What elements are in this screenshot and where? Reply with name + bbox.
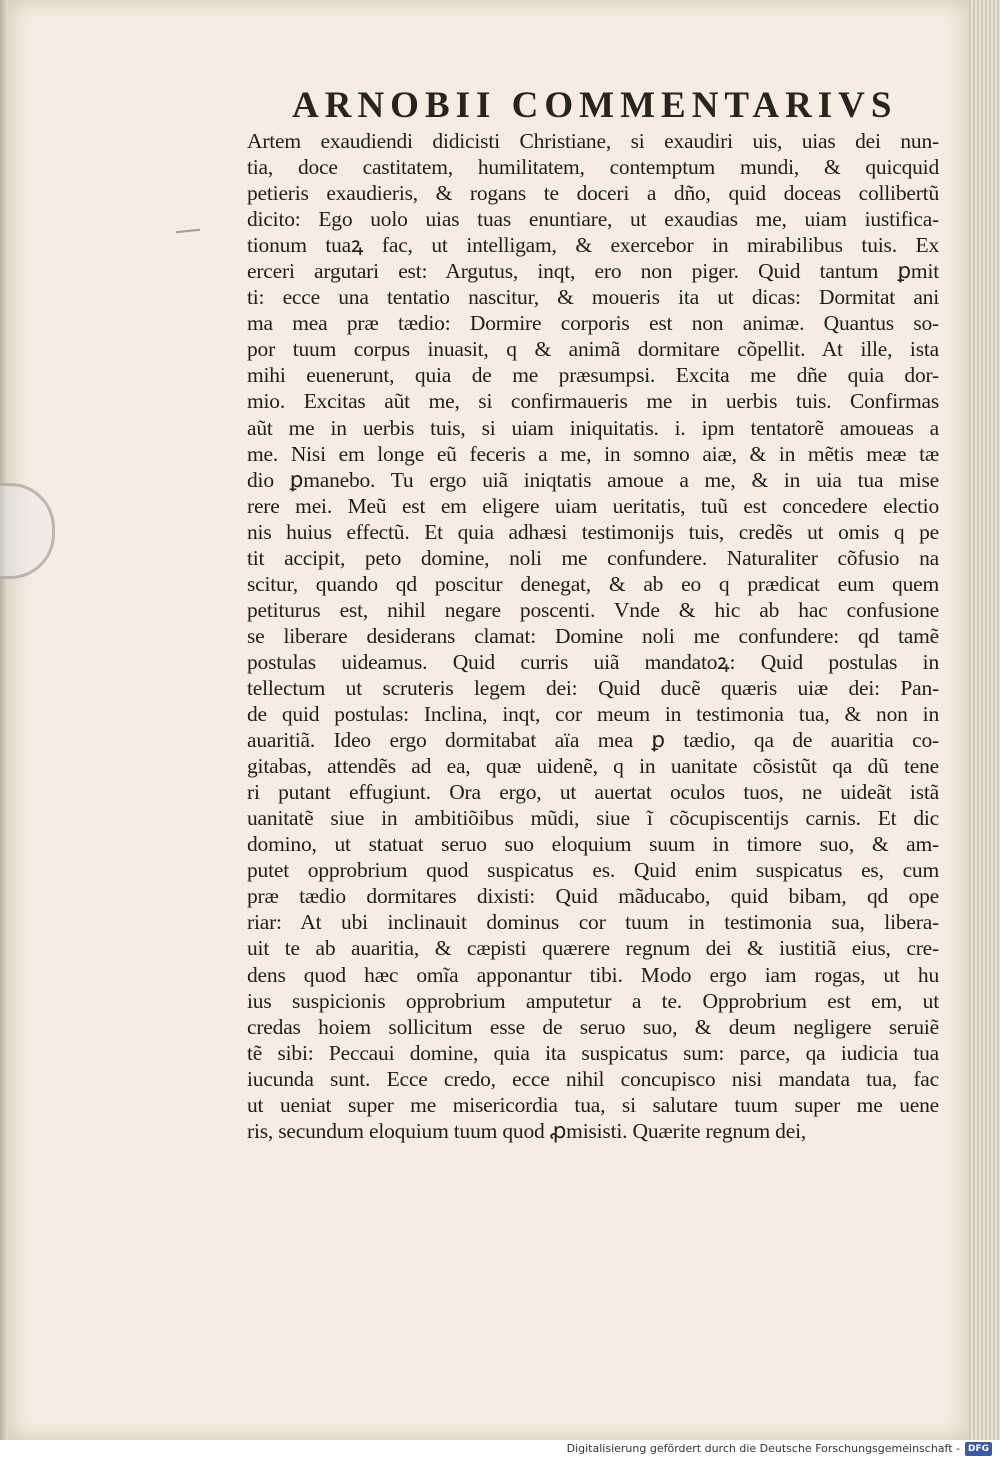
text-line: mihi euenerunt, quia de me præsumpsi. Excita me dñe quia dor-: [247, 363, 939, 388]
text-line: credas hoiem sollicitum esse de seruo suo, & deum negligere seruiẽ: [247, 1014, 939, 1039]
binding-edge: [0, 0, 8, 1440]
text-line: rere mei. Meũ est em eligere uiam ueritatis, tuũ est concedere electio: [247, 493, 939, 518]
text-line: dicito: Ego uolo uias tuas enuntiare, ut exaudias me, uiam iustifica-: [247, 207, 939, 232]
text-line: ut ueniat super me misericordia tua, si salutare tuum super me uene: [247, 1092, 939, 1117]
text-line: ris, secundum eloquium tuum quod ꝓmisisti. Quærite regnum dei,: [247, 1118, 807, 1143]
text-line: petiturus est, nihil negare poscenti. Vnde & hic ab hac confusione: [247, 597, 939, 622]
text-line: ius suspicionis opprobrium amputetur a te. Opprobrium est em, ut: [247, 988, 939, 1013]
text-line: tit accipit, peto domine, noli me confundere. Naturaliter cõfusio na: [247, 545, 939, 570]
text-line: me. Nisi em longe eũ feceris a me, in somno aiæ, & in mẽtis meæ tæ: [247, 441, 939, 466]
text-line: ma mea præ tædio: Dormire corporis est non animæ. Quantus so-: [247, 311, 939, 336]
text-line: tellectum ut scruteris legem dei: Quid ducẽ quæris uiæ dei: Pan-: [247, 675, 939, 700]
text-line: nis huius effectũ. Et quia adhæsi testimonijs tuis, credẽs ut omis q pe: [247, 519, 939, 544]
footer-bar: [0, 1440, 1000, 1459]
text-line: tẽ sibi: Peccaui domine, quia ita suspicatus sum: parce, qa iudicia tua: [247, 1040, 939, 1065]
text-line: iucunda sunt. Ecce credo, ecce nihil concupisco nisi mandata tua, fac: [247, 1066, 939, 1091]
text-line: domino, ut statuat seruo suo eloquium suum in timore suo, & am-: [247, 832, 939, 857]
text-line: auaritiã. Ideo ergo dormitabat aïa mea ꝑ tædio, qa de auaritia co-: [247, 728, 939, 753]
text-line: se liberare desiderans clamat: Domine noli me confundere: qd tamẽ: [247, 623, 939, 648]
book-page: [4, 0, 969, 1440]
text-line: tia, doce castitatem, humilitatem, contemptum mundi, & quicquid: [247, 155, 939, 180]
text-line: scitur, quando qd poscitur denegat, & ab eo q prædicat eum quem: [247, 571, 939, 596]
text-line: petieris exaudieris, & rogans te doceri a dño, quid doceas collibertũ: [247, 181, 939, 206]
text-block: [247, 128, 939, 1144]
text-line: putet opprobrium quod suspicatus es. Quid enim suspicatus es, cum: [247, 858, 939, 883]
page-edges: [969, 0, 1000, 1440]
text-line: ri putant effugiunt. Ora ergo, ut auertat oculos tuos, ne uideãt istã: [247, 780, 939, 805]
text-line: erceri argutari est: Argutus, inqt, ero non piger. Quid tantum ꝑmit: [247, 259, 939, 284]
text-line: postulas uideamus. Quid curris uiã mandatoꝝ: Quid postulas in: [247, 649, 939, 674]
text-line: ti: ecce una tentatio nascitur, & moueris ita ut dicas: Dormitat ani: [247, 285, 939, 310]
footer-credit: Digitalisierung gefördert durch die Deutsche Forschungsgemeinschaft -: [566, 1442, 960, 1455]
text-line: gitabas, attendẽs ad ea, quæ uidenẽ, q in uanitate cõsistũt qa dũ tene: [247, 754, 939, 779]
dfg-logo: DFG: [965, 1442, 992, 1456]
text-line: dens quod hæc omĩa apponantur tibi. Modo ergo iam rogas, ut hu: [247, 962, 939, 987]
text-line: uanitatẽ siue in ambitiõibus mũdi, siue ĩ cõcupiscentijs carnis. Et dic: [247, 806, 939, 831]
running-head: ARNOBII COMMENTARIVS: [292, 85, 898, 126]
text-line: tionum tuaꝝ fac, ut intelligam, & exercebor in mirabilibus tuis. Ex: [247, 233, 939, 258]
text-line: mio. Excitas aũt me, si confirmaueris me in uerbis tuis. Confirmas: [247, 389, 939, 414]
text-line: riar: At ubi inclinauit dominus cor tuum in testimonia sua, libera-: [247, 910, 939, 935]
text-line: uit te ab auaritia, & cæpisti quærere regnum dei & iustitiã eius, cre-: [247, 936, 939, 961]
text-line: de quid postulas: Inclina, inqt, cor meum in testimonia tua, & non in: [247, 702, 939, 727]
margin-mark: [176, 229, 200, 233]
text-line: præ tædio dormitares dixisti: Quid mãducabo, quid bibam, qd ope: [247, 884, 939, 909]
text-line: dio ꝑmanebo. Tu ergo uiã iniqtatis amoue a me, & in uia tua mise: [247, 467, 939, 492]
text-line: aũt me in uerbis tuis, si uiam iniquitatis. i. ipm tentatorẽ amoueas a: [247, 415, 939, 440]
text-line: Artem exaudiendi didicisti Christiane, si exaudiri uis, uias dei nun-: [247, 129, 939, 153]
text-line: por tuum corpus inuasit, q & animã dormitare cõpellit. At ille, ista: [247, 337, 939, 362]
